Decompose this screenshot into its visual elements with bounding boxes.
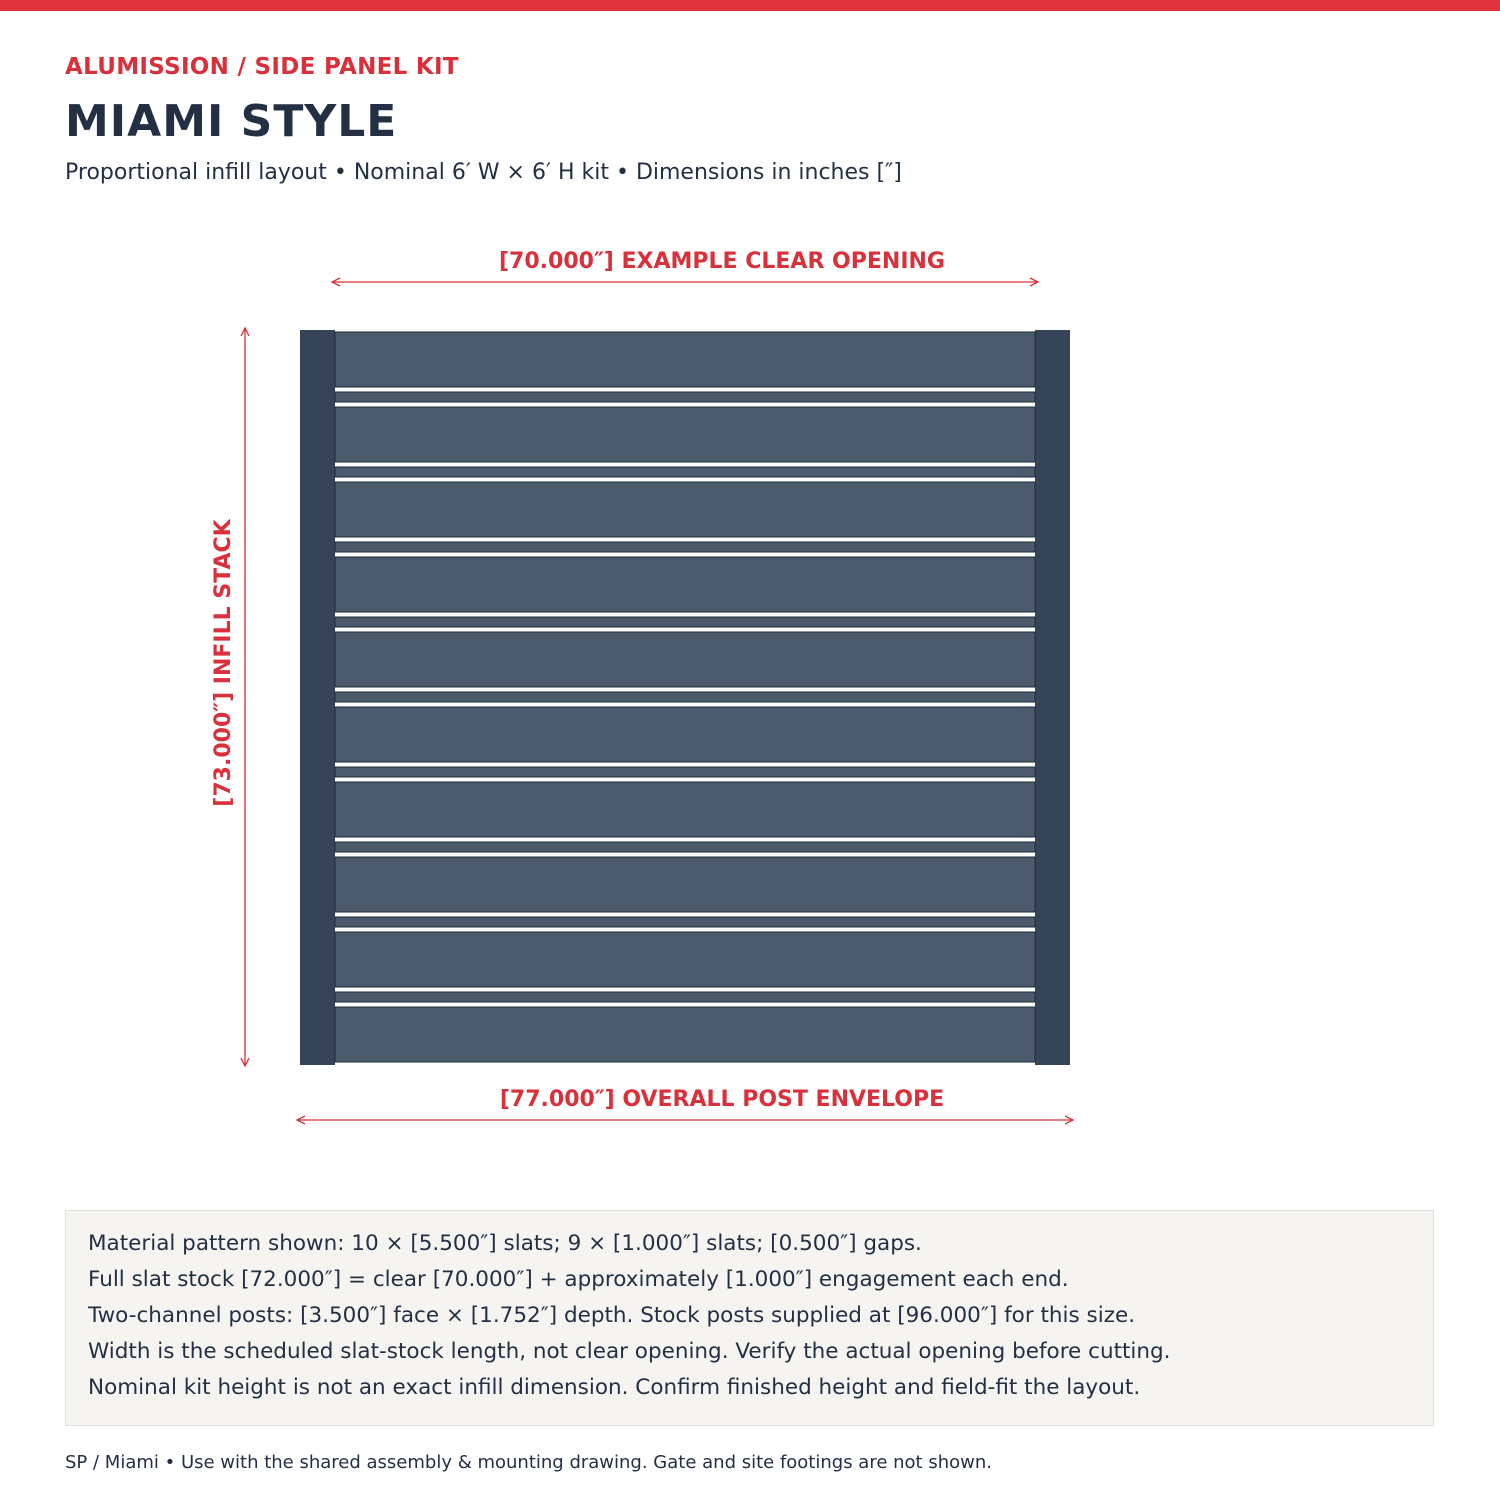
- narrow-slat: [335, 617, 1035, 627]
- narrow-slat: [335, 842, 1035, 852]
- note-line: Full slat stock [72.000″] = clear [70.000″] + approximately [1.000″] engagement each end.: [88, 1267, 1069, 1292]
- narrow-slat: [335, 917, 1035, 927]
- notes-panel: [65, 1210, 1434, 1426]
- narrow-slat: [335, 692, 1035, 702]
- wide-slat: [335, 482, 1035, 537]
- wide-slat: [335, 707, 1035, 762]
- note-line: Two-channel posts: [3.500″] face × [1.752″] depth. Stock posts supplied at [96.000″] for this size.: [88, 1303, 1136, 1328]
- note-line: Material pattern shown: 10 × [5.500″] slats; 9 × [1.000″] slats; [0.500″] gaps.: [88, 1231, 922, 1256]
- right-post: [1035, 330, 1070, 1065]
- left-post: [300, 330, 335, 1065]
- note-line: Nominal kit height is not an exact infill dimension. Confirm finished height and field-fit the layout.: [88, 1375, 1141, 1400]
- slats-group: [335, 332, 1035, 1062]
- clear-opening-label: [70.000″] EXAMPLE CLEAR OPENING: [499, 249, 945, 274]
- breadcrumb: ALUMISSION / SIDE PANEL KIT: [65, 54, 459, 80]
- narrow-slat: [335, 992, 1035, 1002]
- footer-note: SP / Miami • Use with the shared assembly & mounting drawing. Gate and site footings are not shown.: [65, 1452, 992, 1473]
- page-title: MIAMI STYLE: [65, 96, 398, 147]
- infill-stack-label: [73.000″] INFILL STACK: [211, 519, 236, 807]
- wide-slat: [335, 332, 1035, 387]
- wide-slat: [335, 557, 1035, 612]
- note-line: Width is the scheduled slat-stock length, not clear opening. Verify the actual opening before cutting.: [88, 1339, 1171, 1364]
- wide-slat: [335, 857, 1035, 912]
- post-envelope-label: [77.000″] OVERALL POST ENVELOPE: [499, 1087, 945, 1112]
- wide-slat: [335, 632, 1035, 687]
- wide-slat: [335, 407, 1035, 462]
- narrow-slat: [335, 542, 1035, 552]
- page-subtitle: Proportional infill layout • Nominal 6′ W × 6′ H kit • Dimensions in inches [″]: [65, 160, 902, 185]
- narrow-slat: [335, 767, 1035, 777]
- narrow-slat: [335, 467, 1035, 477]
- wide-slat: [335, 1007, 1035, 1062]
- narrow-slat: [335, 392, 1035, 402]
- wide-slat: [335, 932, 1035, 987]
- wide-slat: [335, 782, 1035, 837]
